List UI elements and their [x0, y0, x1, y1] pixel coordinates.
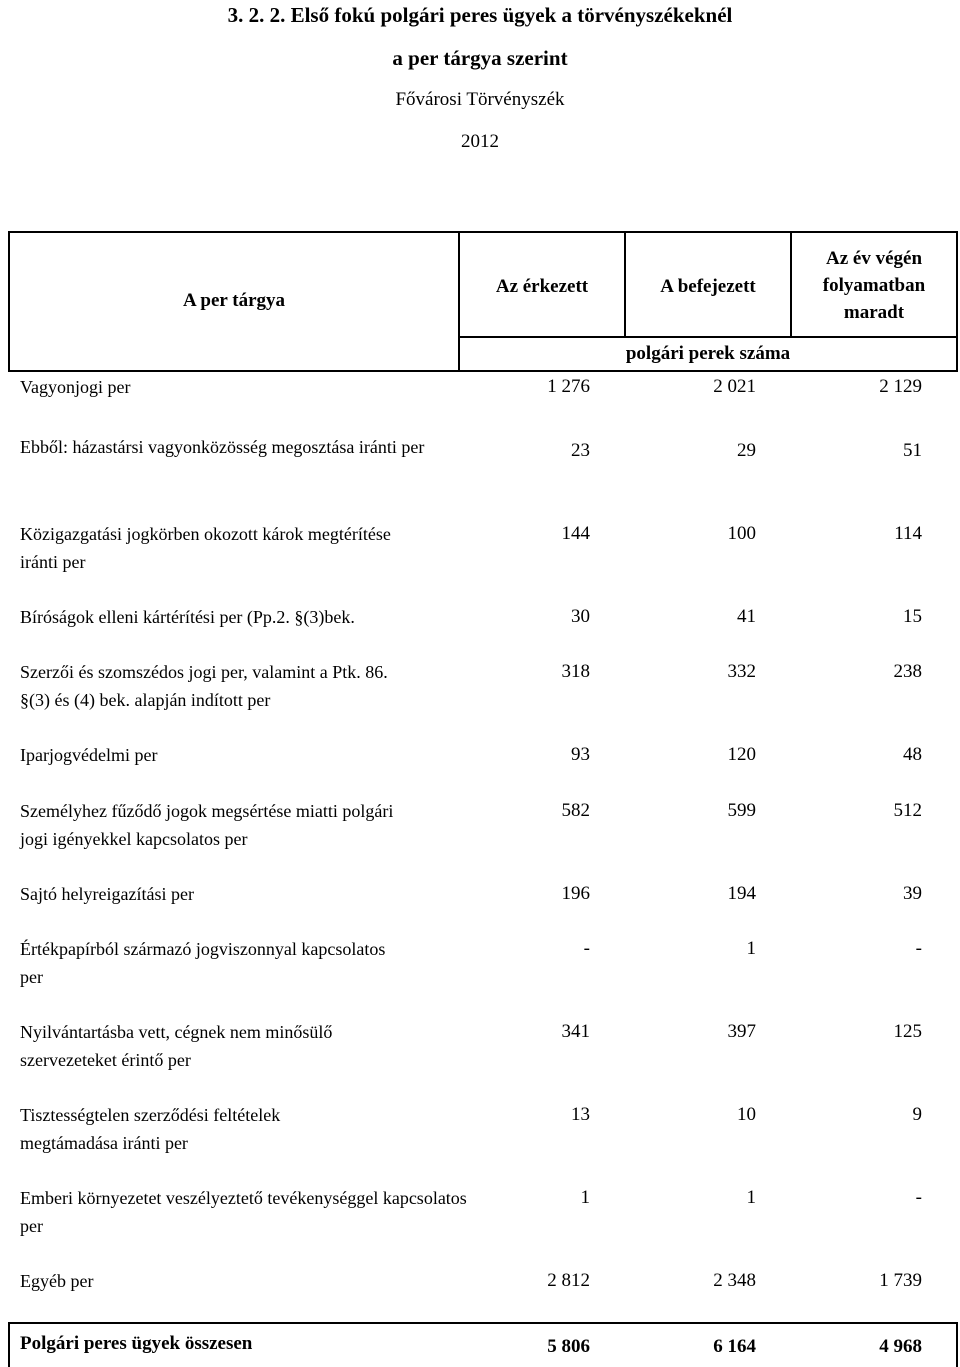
cell-completed: 41 [737, 606, 756, 627]
page-title: 3. 2. 2. Első fokú polgári peres ügyek a törvényszékeknél [227, 3, 733, 27]
cell-completed: 194 [727, 883, 756, 904]
cell-received: - [583, 938, 590, 959]
row-label: Vagyonjogi per [20, 377, 131, 397]
cell-pending: 114 [894, 523, 922, 544]
cell-pending: 9 [912, 1104, 922, 1125]
cell-pending: 125 [893, 1021, 922, 1042]
table-border-top [8, 231, 958, 233]
cell-received: 1 276 [547, 376, 590, 397]
cell-completed: 120 [727, 744, 756, 765]
cell-received: 23 [571, 440, 590, 461]
cell-received: 2 812 [547, 1270, 590, 1291]
cell-completed: 29 [737, 440, 756, 461]
row-label: Nyilvántartásba vett, cégnek nem minősülő szervezeteket érintő per [20, 1022, 333, 1070]
cell-completed: 332 [727, 661, 756, 682]
cell-received: 582 [561, 800, 590, 821]
header-unit: polgári perek száma [625, 343, 791, 364]
cell-pending: 2 129 [879, 376, 922, 397]
cell-received: 196 [561, 883, 590, 904]
unit-row-top [458, 336, 958, 338]
cell-completed: 2 348 [713, 1270, 756, 1291]
header-completed: A befejezett [660, 276, 756, 297]
header-pending-line2: folyamatban [822, 275, 926, 296]
cell-received: 30 [571, 606, 590, 627]
total-label: Polgári peres ügyek összesen [20, 1333, 253, 1354]
cell-pending: 15 [903, 606, 922, 627]
row-label: Tisztességtelen szerződési feltételek megtámadása iránti per [20, 1105, 281, 1153]
cell-completed: 10 [737, 1104, 756, 1125]
cell-pending: 512 [893, 800, 922, 821]
row-label: Iparjogvédelmi per [20, 745, 158, 765]
cell-received: 13 [571, 1104, 590, 1125]
cell-pending: 1 739 [879, 1270, 922, 1291]
page-subtitle: a per tárgya szerint [392, 46, 568, 70]
court-name: Fővárosi Törvényszék [395, 89, 565, 110]
cell-received: 1 [580, 1187, 590, 1208]
total-pending: 4 968 [879, 1336, 922, 1357]
row-label: Sajtó helyreigazítási per [20, 884, 194, 904]
cell-completed: 1 [746, 938, 756, 959]
header-pending-line3: maradt [843, 302, 905, 323]
cell-completed: 599 [727, 800, 756, 821]
row-label: Szerzői és szomszédos jogi per, valamint a Ptk. 86. §(3) és (4) bek. alapján indított per [20, 662, 388, 710]
cell-completed: 2 021 [713, 376, 756, 397]
header-received: Az érkezett [495, 276, 589, 297]
row-label: Közigazgatási jogkörben okozott károk megtérítése iránti per [20, 524, 391, 572]
table-border-right [956, 231, 958, 371]
row-label: Értékpapírból származó jogviszonnyal kapcsolatos per [20, 939, 386, 987]
cell-pending: - [915, 1187, 922, 1208]
row-label: Emberi környezetet veszélyeztető tevékenységgel kapcsolatos per [20, 1188, 467, 1236]
year: 2012 [461, 131, 499, 152]
cell-completed: 1 [746, 1187, 756, 1208]
cell-pending: - [915, 938, 922, 959]
total-completed: 6 164 [713, 1336, 756, 1357]
header-bottom-line [8, 370, 958, 372]
cell-received: 341 [561, 1021, 590, 1042]
cell-pending: 238 [893, 661, 922, 682]
total-box-top [8, 1322, 958, 1324]
cell-received: 93 [571, 744, 590, 765]
row-label: Egyéb per [20, 1271, 94, 1291]
cell-pending: 39 [903, 883, 922, 904]
header-pending-line1: Az év végén [825, 248, 923, 269]
cell-received: 144 [561, 523, 590, 544]
cell-pending: 48 [903, 744, 922, 765]
header-subject: A per tárgya [182, 290, 286, 311]
total-box-left [8, 1322, 10, 1367]
row-label: Ebből: házastársi vagyonközösség megosztása iránti per [20, 437, 425, 457]
row-label: Személyhez fűződő jogok megsértése miatti polgári jogi igényekkel kapcsolatos per [20, 801, 394, 849]
cell-completed: 397 [727, 1021, 756, 1042]
total-received: 5 806 [547, 1336, 590, 1357]
cell-received: 318 [561, 661, 590, 682]
total-box-right [956, 1322, 958, 1367]
cell-completed: 100 [727, 523, 756, 544]
row-label: Bíróságok elleni kártérítési per (Pp.2. §(3)bek. [20, 607, 355, 627]
cell-pending: 51 [903, 440, 922, 461]
